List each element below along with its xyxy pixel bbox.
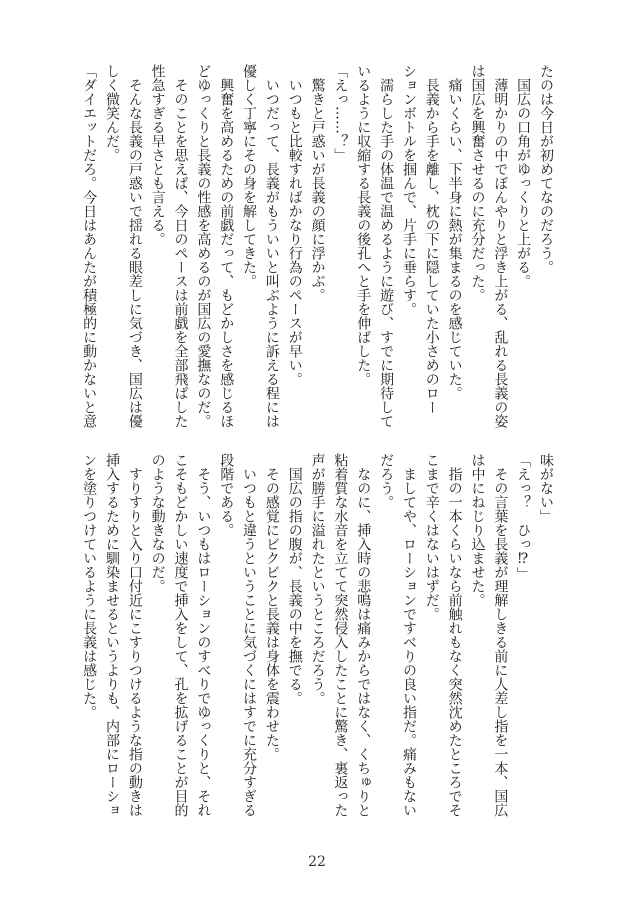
text-column: 性急すぎる早さとも言える。 xyxy=(149,64,166,246)
text-column: 興奮を高めるための前戯だって、もどかしさを感じるほ xyxy=(218,64,235,428)
text-column: なのに、挿入時の悲鳴は痛みからではなく、くちゅりと xyxy=(355,453,372,817)
text-column: そう、いつもはローションのすべりでゆっくりと、それ xyxy=(195,453,212,817)
text-column: 「えっ？ ひっ⁉」 xyxy=(515,453,532,581)
text-column: その言葉を長義が理解しきる前に人差し指を一本、国広 xyxy=(492,453,509,817)
text-column: ションボトルを掴んで、片手に垂らす。 xyxy=(400,64,417,316)
text-column: ンを塗りつけているように長義は感じた。 xyxy=(81,453,98,719)
text-column: いつもと違うということに気づくにはすでに充分すぎる xyxy=(241,453,258,817)
page-number: 22 xyxy=(308,854,326,870)
text-column: 味がない」 xyxy=(538,453,554,523)
text-column: 指の一本くらいなら前触れもなく突然沈めたところでそ xyxy=(446,453,463,817)
text-column: どゆっくりと長義の性感を高めるのが国広の愛撫なのだ。 xyxy=(195,64,212,428)
text-column: その感覚にビクビクと長義は身体を震わせた。 xyxy=(263,453,280,761)
text-column: 国広の口角がゆっくりと上がる。 xyxy=(515,64,532,288)
text-column: 優しく丁寧にその身を解してきた。 xyxy=(241,64,258,288)
lower-text-block xyxy=(77,453,557,825)
text-column: しく微笑んだ。 xyxy=(103,64,120,162)
text-column: ましてや、ローションですべりの良い指だ。痛みもない xyxy=(400,453,417,817)
text-column: 痛いくらい、下半身に熱が集まるのを感じていた。 xyxy=(446,64,463,400)
text-column: 「えっ……？」 xyxy=(332,64,349,162)
text-column: 長義から手を離し、枕の下に隠していた小さめのロー xyxy=(423,64,440,414)
text-column: 挿入するために馴染ませるというよりも、内部にローショ xyxy=(103,453,120,817)
text-column: いつもと比較すればかなり行為のペースが早い。 xyxy=(286,64,303,386)
text-column: 驚きと戸惑いが長義の顔に浮かぶ。 xyxy=(309,64,326,302)
text-column: は中にねじり込ませた。 xyxy=(469,453,486,607)
text-column: こまで辛くはないはずだ。 xyxy=(423,453,440,621)
text-column: いつだって、長義がもういいと叫ぶように訴える程には xyxy=(263,64,280,428)
text-column: 粘着質な水音を立てて突然侵入したことに驚き、裏返った xyxy=(332,453,349,817)
text-column: すりすりと入り口付近にこすりつけるような指の動きは xyxy=(126,453,143,817)
text-column: いるように収縮する長義の後孔へと手を伸ばした。 xyxy=(355,64,372,386)
text-column: そんな長義の戸惑いで揺れる眼差しに気づき、国広は優 xyxy=(126,64,143,428)
text-column: だろう。 xyxy=(378,453,395,509)
text-column: そのことを思えば、今日のペースは前戯を全部飛ばした xyxy=(172,64,189,428)
text-column: 「ダイエットだろ。今日はあんたが積極的に動かないと意 xyxy=(81,64,98,428)
text-column: 段階である。 xyxy=(218,453,235,537)
text-column: たのは今日が初めてなのだろう。 xyxy=(538,64,554,274)
text-column: こそもどかしい速度で挿入をして、孔を拡げることが目的 xyxy=(172,453,189,817)
text-column: 声が勝手に溢れたというところだろう。 xyxy=(309,453,326,705)
text-column: のような動きなのだ。 xyxy=(149,453,166,593)
text-column: 濡らした手の体温で温めるように遊び、すでに期待して xyxy=(378,64,395,428)
upper-text-block xyxy=(77,64,557,436)
text-column: 国広の指の腹が、長義の中を撫でる。 xyxy=(286,453,303,705)
text-column: は国広を興奮させるのに充分だった。 xyxy=(469,64,486,302)
text-column: 薄明かりの中でぼんやりと浮き上がる、乱れる長義の姿 xyxy=(492,64,509,428)
